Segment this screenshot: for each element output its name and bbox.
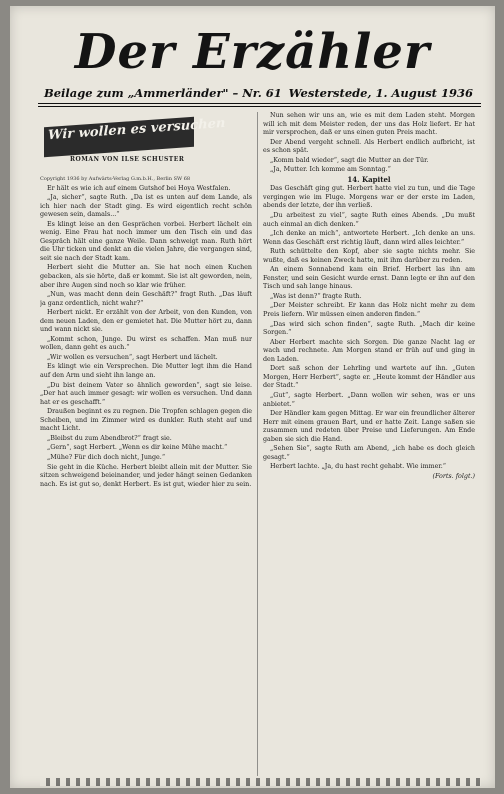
paragraph: Es klingt leise an den Gesprächen vorbei. Herbert lächelt ein wenig. Eine Frau hat noch immer um den Tisch ein und das Gespräch hält eine ganze Weile. Dann schweigt man. Ruth hört die Uhr ticken und denkt an die vielen Jahre, die vergangen sind, seit sie nach der Stadt kam. (40, 220, 252, 262)
paragraph: „Was ist denn?“ fragte Ruth. (270, 292, 362, 300)
paragraph: „Ich denke an mich“, antwortete Herbert. „Ich denke an uns. Wenn das Geschäft erst richtig läuft, dann wird alles leichter.“ (263, 230, 475, 246)
paragraph: „Gern“, sagt Herbert. „Wenn es dir keine Mühe macht.“ (47, 444, 228, 452)
newspaper-page (10, 6, 495, 788)
dateline: Westerstede, 1. August 1936 (288, 86, 473, 100)
paragraph: Das Geschäft ging gut. Herbert hatte viel zu tun, und die Tage vergingen wie im Fluge. Morgens war er der erste im Laden, abends der letzte, der ihn verließ. (263, 185, 475, 210)
paragraph: „Sehen Sie“, sagte Ruth am Abend, „ich habe es doch gleich gesagt.“ (263, 445, 475, 461)
chapter-heading: 14. Kapitel (347, 174, 391, 184)
paragraph: Dort saß schon der Lehrling und wartete auf ihn. „Guten Morgen, Herr Herbert“, sagte er. „Heute kommt der Händler aus der Stadt.“ (263, 365, 475, 390)
paragraph: „Mühe? Für dich doch nicht, Junge.“ (47, 453, 166, 461)
chapter-text (263, 185, 475, 472)
paragraph: „Du arbeitest zu viel“, sagte Ruth eines Abends. „Du mußt auch einmal an dich denken.“ (263, 212, 475, 228)
paragraph: „Wir wollen es versuchen“, sagt Herbert und lächelt. (47, 353, 218, 361)
story-author: ROMAN VON ILSE SCHUSTER (70, 156, 185, 163)
right-column (263, 112, 475, 776)
paragraph: Ruth schüttelte den Kopf, aber sie sagte nichts mehr. Sie wußte, daß es keinen Zweck hatte, mit ihm darüber zu reden. (263, 248, 475, 264)
copyright-line: Copyright 1936 by Aufwärts-Verlag G.m.b.H., Berlin SW 68 (40, 176, 191, 182)
paragraph: Herbert sieht die Mutter an. Sie hat noch einen Kuchen gebacken, als sie hörte, daß er kommt. Sie ist alt geworden, nein, aber ihre Augen sind noch so klar wie früher. (40, 264, 252, 289)
paragraph: Draußen beginnt es zu regnen. Die Tropfen schlagen gegen die Scheiben, und im Zimmer wird es dunkler. Ruth steht auf und macht Licht. (40, 408, 252, 433)
paragraph: „Komm bald wieder“, sagt die Mutter an der Tür. (270, 156, 429, 164)
masthead-rule-thin (38, 106, 481, 107)
paragraph: „Ja, sicher“, sagte Ruth. „Da ist es unten auf dem Lande, als ich hier nach der Stadt ging. Es wird eigentlich recht schön gewesen sein, damals...“ (40, 194, 252, 219)
left-column (40, 112, 252, 776)
paragraph: „Gut“, sagte Herbert. „Dann wollen wir sehen, was er uns anbietet.“ (263, 391, 475, 408)
paragraph: An einem Sonnabend kam ein Brief. Herbert las ihn am Fenster, und sein Gesicht wurde ernst. Dann legte er ihn auf den Tisch und sah lange hinaus. (263, 266, 475, 291)
paragraph: „Das wird sich schon finden“, sagte Ruth. „Mach dir keine Sorgen.“ (263, 320, 475, 337)
paragraph: Der Abend vergeht schnell. Als Herbert endlich aufbricht, ist es schon spät. (263, 138, 475, 155)
left-column-text (40, 185, 252, 490)
supplement-line: Beilage zum „Ammerländer" – Nr. 61 (44, 86, 282, 100)
paragraph: „Bleibst du zum Abendbrot?“ fragt sie. (47, 434, 172, 442)
paragraph: „Du bist deinem Vater so ähnlich geworden“, sagt sie leise. „Der hat auch immer gesagt: wir wollen es versuchen. Und dann hat er es geschafft.“ (40, 381, 252, 406)
masthead-rule (38, 103, 481, 104)
continued-note: (Forts. folgt.) (432, 472, 475, 480)
color-scale-strip (40, 778, 481, 786)
right-column-text (263, 112, 475, 175)
masthead (10, 6, 495, 114)
paragraph: Herbert nickt. Er erzählt von der Arbeit, von den Kunden, von dem neuen Laden, den er gemietet hat. Die Mutter hört zu, dann und wann nickt sie. (40, 309, 252, 334)
paragraph: „Ja, Mutter. Ich komme am Sonntag.“ (270, 166, 391, 174)
masthead-title: Der Erzähler (74, 24, 431, 80)
story-title: Wir wollen es versuchen (48, 115, 226, 144)
paragraph: Es klingt wie ein Versprechen. Die Mutter legt ihm die Hand auf den Arm und sieht ihn lange an. (40, 363, 252, 380)
paragraph: Nun sehen wir uns an, wie es mit dem Laden steht. Morgen will ich mit dem Meister reden, der uns das Holz liefert. Er hat mir versprochen, daß er uns einen guten Preis macht. (263, 112, 475, 137)
paragraph: Er hält es wie ich auf einem Gutshof bei Hoya Westfalen. (47, 184, 231, 192)
story-banner (40, 112, 252, 172)
paragraph: „Nun, was macht denn dein Geschäft?“ fragt Ruth. „Das läuft ja ganz ordentlich, nicht wahr?“ (40, 291, 252, 307)
paragraph: Der Händler kam gegen Mittag. Er war ein freundlicher älterer Herr mit einem grauen Bart, und er hatte Zeit. Lange saßen sie zusammen und redeten über Preise und Lieferungen. Am Ende gaben sie sich die Hand. (263, 410, 475, 443)
paragraph: „Der Meister schreibt. Er kann das Holz nicht mehr zu dem Preis liefern. Wir müssen einen anderen finden.“ (263, 302, 475, 319)
paragraph: „Kommt schon, Junge. Du wirst es schaffen. Man muß nur wollen, dann geht es auch.“ (40, 335, 252, 352)
paragraph: Sie geht in die Küche. Herbert bleibt allein mit der Mutter. Sie sitzen schweigend beieinander, und jeder hängt seinen Gedanken nach. Es ist gut so, denkt Herbert. Es ist gut, wieder hier zu sein. (40, 463, 252, 488)
paragraph: Aber Herbert machte sich Sorgen. Die ganze Nacht lag er wach und rechnete. Am Morgen stand er früh auf und ging in den Laden. (263, 338, 475, 363)
paragraph: Herbert lachte. „Ja, du hast recht gehabt. Wie immer.“ (270, 463, 446, 471)
column-divider (257, 112, 258, 776)
